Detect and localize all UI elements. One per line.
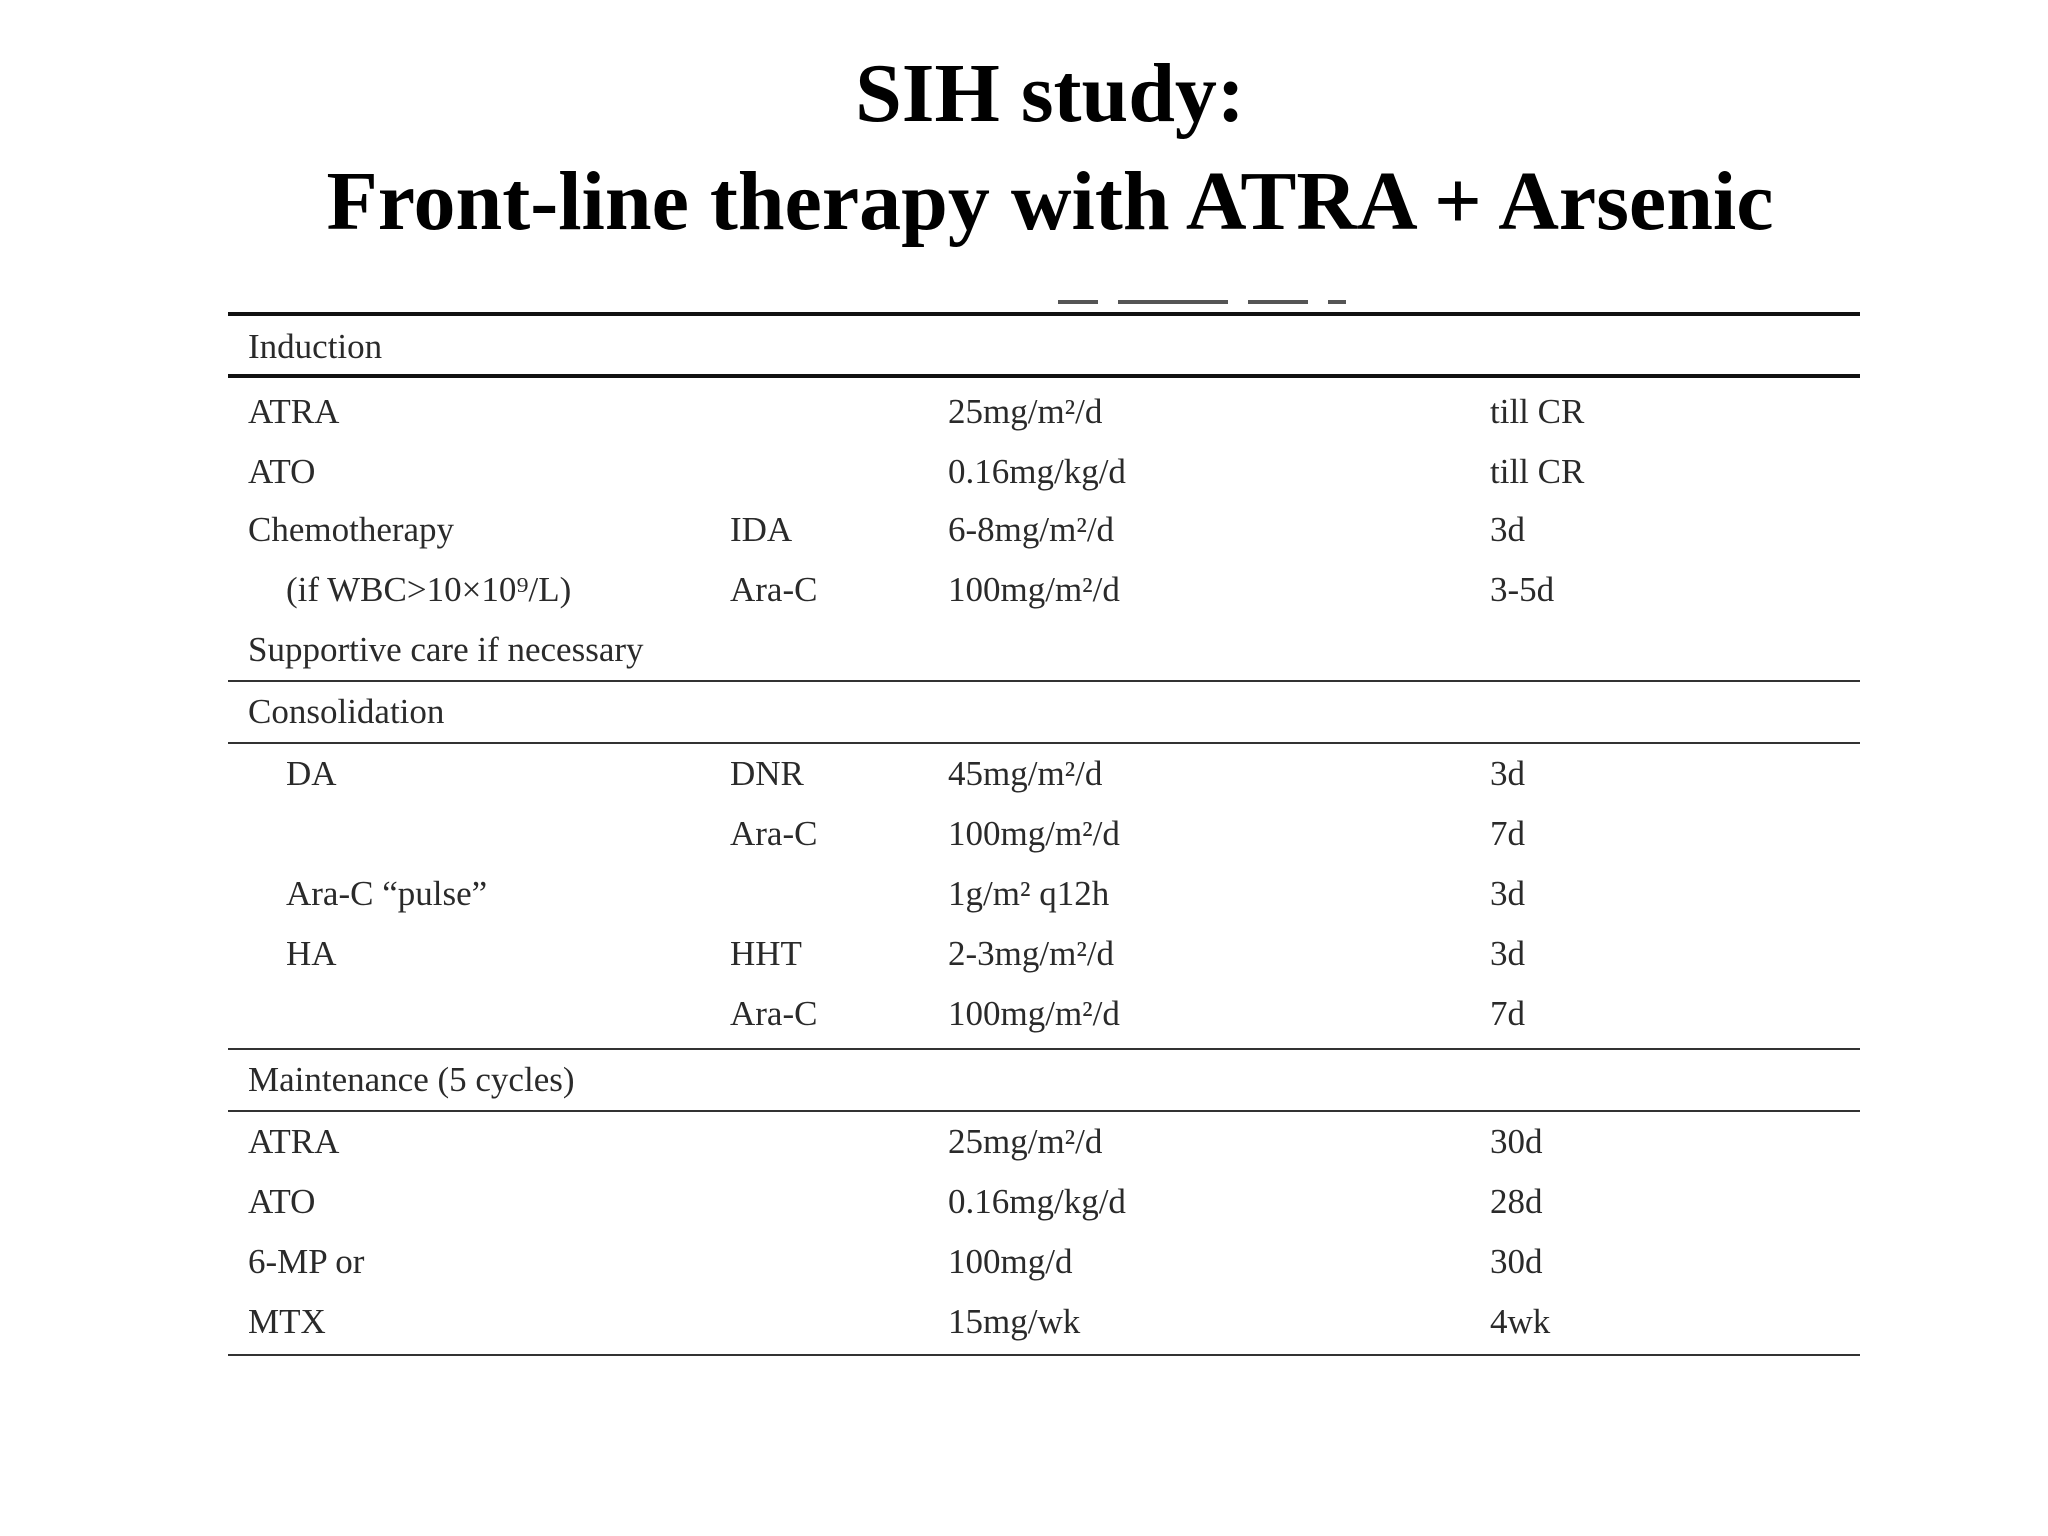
table-top-rule bbox=[228, 312, 1860, 316]
table-row bbox=[228, 1292, 1860, 1352]
agent-cell: Ara-C bbox=[730, 994, 818, 1033]
table-bottom-rule bbox=[228, 1354, 1860, 1356]
dose-cell: 100mg/m²/d bbox=[948, 994, 1120, 1033]
dose-cell: 25mg/m²/d bbox=[948, 1122, 1103, 1161]
dose-cell: 100mg/d bbox=[948, 1242, 1073, 1281]
cropped-caption-fragment bbox=[1058, 300, 1598, 312]
agent-cell: HHT bbox=[730, 934, 802, 973]
agent-cell: Ara-C bbox=[730, 570, 818, 609]
section-label: Consolidation bbox=[248, 692, 445, 731]
drug-cell: ATO bbox=[248, 452, 316, 491]
duration-cell: 4wk bbox=[1490, 1302, 1551, 1341]
section-header-maintenance bbox=[228, 1050, 1860, 1110]
dose-cell: 100mg/m²/d bbox=[948, 814, 1120, 853]
dose-cell: 2-3mg/m²/d bbox=[948, 934, 1115, 973]
duration-cell: 3-5d bbox=[1490, 570, 1555, 609]
title-line-2: Front-line therapy with ATRA + Arsenic bbox=[326, 155, 1774, 248]
table-row bbox=[228, 620, 1860, 680]
dose-cell: 1g/m² q12h bbox=[948, 874, 1110, 913]
dose-cell: 45mg/m²/d bbox=[948, 754, 1103, 793]
dose-cell: 15mg/wk bbox=[948, 1302, 1081, 1341]
duration-cell: 7d bbox=[1490, 994, 1525, 1033]
drug-cell: MTX bbox=[248, 1302, 326, 1341]
table-row bbox=[228, 560, 1860, 620]
duration-cell: 3d bbox=[1490, 874, 1525, 913]
dose-cell: 25mg/m²/d bbox=[948, 392, 1103, 431]
table-row bbox=[228, 1232, 1860, 1292]
table-row bbox=[228, 382, 1860, 442]
duration-cell: till CR bbox=[1490, 392, 1585, 431]
section-label: Induction bbox=[248, 327, 383, 366]
agent-cell: Ara-C bbox=[730, 814, 818, 853]
table-row bbox=[228, 984, 1860, 1044]
table-row bbox=[228, 1172, 1860, 1232]
table-row bbox=[228, 924, 1860, 984]
duration-cell: 28d bbox=[1490, 1182, 1543, 1221]
dose-cell: 100mg/m²/d bbox=[948, 570, 1120, 609]
table-row bbox=[228, 442, 1860, 502]
drug-cell: Ara-C “pulse” bbox=[286, 874, 488, 913]
duration-cell: 7d bbox=[1490, 814, 1525, 853]
drug-cell: DA bbox=[286, 754, 337, 793]
table-row bbox=[228, 804, 1860, 864]
drug-cell: 6-MP or bbox=[248, 1242, 365, 1281]
drug-cell: ATRA bbox=[248, 392, 340, 431]
duration-cell: till CR bbox=[1490, 452, 1585, 491]
duration-cell: 30d bbox=[1490, 1122, 1543, 1161]
dose-cell: 6-8mg/m²/d bbox=[948, 510, 1115, 549]
table-row bbox=[228, 1112, 1860, 1172]
duration-cell: 3d bbox=[1490, 934, 1525, 973]
drug-cell: ATRA bbox=[248, 1122, 340, 1161]
agent-cell: DNR bbox=[730, 754, 804, 793]
drug-cell: HA bbox=[286, 934, 337, 973]
duration-cell: 3d bbox=[1490, 510, 1525, 549]
drug-cell: (if WBC>10×10⁹/L) bbox=[286, 570, 572, 609]
table-row bbox=[228, 864, 1860, 924]
duration-cell: 3d bbox=[1490, 754, 1525, 793]
table-row bbox=[228, 744, 1860, 804]
section-label: Maintenance (5 cycles) bbox=[248, 1060, 575, 1099]
drug-cell: Chemotherapy bbox=[248, 510, 455, 549]
section-header-induction bbox=[228, 317, 1860, 377]
dose-cell: 0.16mg/kg/d bbox=[948, 452, 1126, 491]
drug-cell: Supportive care if necessary bbox=[248, 630, 644, 669]
agent-cell: IDA bbox=[730, 510, 793, 549]
drug-cell: ATO bbox=[248, 1182, 316, 1221]
slide-title bbox=[0, 40, 2048, 256]
title-line-1: SIH study: bbox=[855, 47, 1245, 140]
section-header-consolidation bbox=[228, 682, 1860, 742]
dose-cell: 0.16mg/kg/d bbox=[948, 1182, 1126, 1221]
section-rule bbox=[228, 374, 1860, 378]
duration-cell: 30d bbox=[1490, 1242, 1543, 1281]
table-row bbox=[228, 500, 1860, 560]
